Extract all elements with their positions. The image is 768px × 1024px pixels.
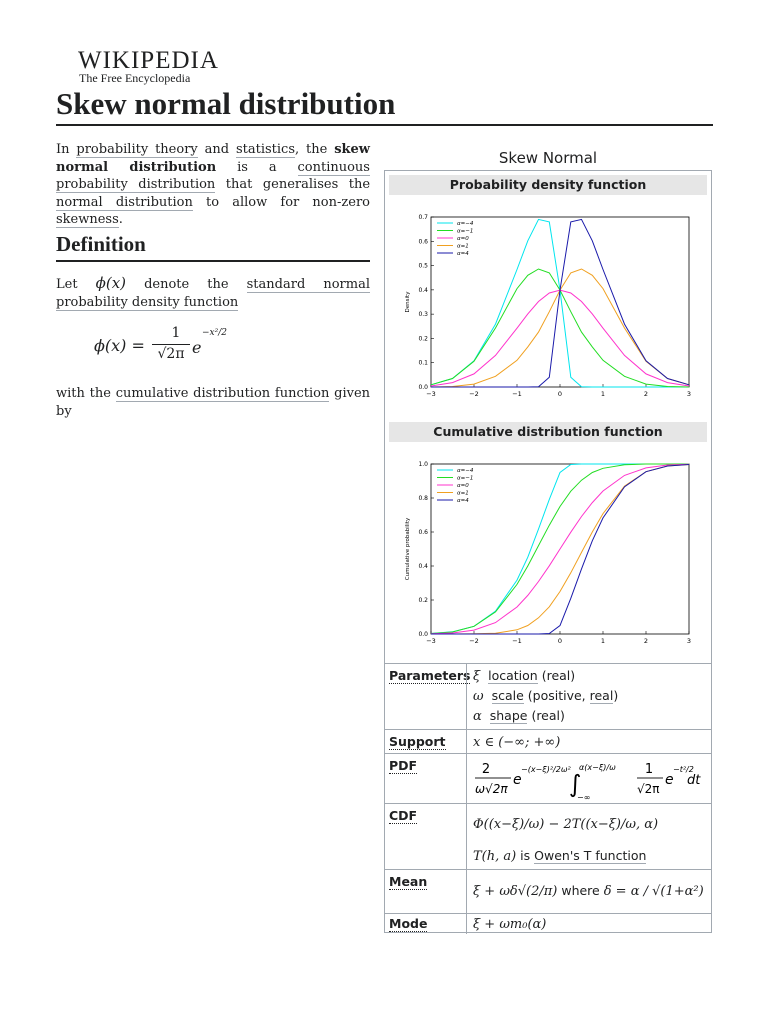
page-title: Skew normal distribution (56, 86, 396, 121)
x-tick-label: 0 (557, 637, 563, 645)
row-parameters (385, 663, 711, 729)
label-cdf[interactable]: CDF (389, 808, 418, 823)
legend-label: α=1 (457, 490, 469, 497)
y-tick-label: 0.0 (418, 384, 428, 391)
link-cumulative-distribution-function[interactable]: cumulative distribution function (115, 386, 330, 401)
row-cdf (385, 803, 711, 869)
y-tick-label: 0.7 (418, 214, 428, 221)
formula-fraction-bar (152, 344, 190, 345)
svg-text:2: 2 (481, 762, 491, 777)
formula-denominator: √2π (157, 346, 185, 362)
y-tick-label: 1.0 (418, 461, 428, 468)
legend-label: α=0 (457, 483, 469, 489)
x-tick-label: −2 (469, 637, 479, 645)
x-tick-label: 1 (600, 390, 606, 398)
y-tick-label: 0.3 (418, 311, 428, 319)
x-tick-label: −1 (512, 390, 522, 398)
legend-label: α=−1 (457, 228, 474, 235)
legend-label: α=4 (457, 498, 469, 504)
svg-text:1: 1 (644, 762, 654, 777)
link-real[interactable]: real (589, 688, 614, 703)
legend-label: α=0 (457, 236, 469, 242)
label-mode[interactable]: Mode (389, 916, 428, 931)
value-support: x ∈ (−∞; +∞) (473, 735, 561, 750)
label-parameters[interactable]: Parameters (389, 668, 471, 683)
svg-text:−t²/2: −t²/2 (673, 765, 694, 774)
cdf-formula: Φ((x−ξ)/ω) − 2T((x−ξ)/ω, α) (473, 817, 659, 832)
row-mode (385, 913, 711, 934)
formula-e: e (192, 338, 202, 357)
section-divider (56, 260, 370, 262)
row-divider (466, 804, 467, 869)
y-tick-label: 0.6 (418, 529, 428, 536)
row-divider (466, 870, 467, 913)
row-pdf (385, 753, 711, 803)
row-divider (466, 730, 467, 753)
pdf-chart[interactable] (399, 209, 699, 409)
link-location[interactable]: location (488, 668, 538, 683)
x-tick-label: −1 (512, 637, 522, 645)
wikipedia-logo-tagline: The Free Encyclopedia (79, 71, 191, 85)
svg-text:−∞: −∞ (577, 793, 591, 802)
pdf-formula (473, 756, 709, 802)
label-mean[interactable]: Mean (389, 874, 428, 889)
x-tick-label: −2 (469, 390, 479, 398)
plot-frame (431, 217, 689, 387)
section-heading-definition: Definition (56, 232, 146, 256)
y-axis-label: Cumulative probability (405, 517, 411, 581)
x-tick-label: 1 (600, 637, 606, 645)
link-normal-distribution[interactable]: normal distribution (56, 194, 193, 210)
legend-label: α=−1 (457, 475, 474, 482)
infobox (384, 170, 712, 933)
link-owens-t-function[interactable]: Owen's T function (534, 848, 647, 863)
value-parameters: ξ location (real) ω scale (positive, real) α shape (real) (473, 668, 619, 724)
formula-numerator: 1 (171, 325, 181, 341)
row-support (385, 729, 711, 753)
link-skewness[interactable]: skewness (56, 212, 119, 228)
phi-formula (94, 322, 254, 368)
legend-label: α=1 (457, 243, 469, 250)
y-tick-label: 0.4 (418, 286, 428, 294)
bold-term: skew normal distribution (56, 142, 370, 175)
legend-label: α=4 (457, 251, 469, 257)
value-mean: ξ + ωδ√(2/π) where δ = α / √(1+α²) (473, 883, 704, 899)
svg-text:dt: dt (687, 773, 701, 788)
x-tick-label: 2 (643, 637, 649, 645)
definition-paragraph: Let ϕ(x) denote the standard normal probability density function (56, 274, 370, 310)
svg-text:∫: ∫ (569, 770, 582, 798)
y-tick-label: 0.2 (418, 597, 428, 604)
label-pdf[interactable]: PDF (389, 758, 418, 773)
formula-exponent: −x²/2 (202, 328, 227, 338)
cdf-paragraph: with the cumulative distribution function given by (56, 386, 371, 419)
svg-text:e: e (513, 772, 522, 788)
y-tick-label: 0.0 (418, 631, 428, 638)
y-tick-label: 0.6 (418, 238, 428, 246)
cdf-header: Cumulative distribution function (389, 422, 707, 442)
y-tick-label: 0.4 (418, 563, 428, 570)
link-scale[interactable]: scale (491, 688, 524, 703)
legend-label: α=−4 (457, 468, 474, 474)
intro-paragraph: In probability theory and statistics, the skew normal distribution is a continuous probability distribution that generalises the normal distribution to allow for non-zero skewness. (56, 142, 371, 228)
y-tick-label: 0.8 (418, 495, 428, 502)
svg-text:√2π: √2π (637, 782, 660, 796)
x-tick-label: −3 (426, 390, 436, 398)
formula-lhs: ϕ(x) = (94, 336, 145, 355)
link-continuous-probability-distribution[interactable]: continuous probability distribution (56, 159, 370, 193)
svg-text:ω√2π: ω√2π (475, 782, 508, 796)
y-tick-label: 0.2 (418, 335, 428, 343)
cdf-chart[interactable] (399, 456, 699, 656)
svg-text:e: e (665, 772, 674, 788)
x-tick-label: −3 (426, 637, 436, 645)
svg-text:−(x−ξ)²/2ω²: −(x−ξ)²/2ω² (521, 765, 571, 774)
y-tick-label: 0.5 (418, 262, 428, 270)
y-axis-label: Density (405, 291, 411, 313)
row-divider (466, 914, 467, 934)
phi-symbol: ϕ(x) (95, 274, 127, 292)
link-probability-density-function[interactable]: probability density function (56, 294, 239, 310)
legend-label: α=−4 (457, 221, 474, 227)
link-shape[interactable]: shape (489, 708, 528, 723)
value-mode: ξ + ωm₀(α) (473, 917, 547, 932)
link-standard-normal[interactable]: standard normal (246, 277, 370, 292)
link-statistics[interactable]: statistics (235, 142, 296, 157)
x-tick-label: 3 (686, 637, 692, 645)
row-divider (466, 664, 467, 729)
label-support[interactable]: Support (389, 734, 446, 749)
link-probability-theory[interactable]: probability theory (76, 142, 198, 157)
x-tick-label: 0 (557, 390, 563, 398)
value-cdf: Φ((x−ξ)/ω) − 2T((x−ξ)/ω, α) T(h, a) is Owen's T function (473, 817, 659, 864)
x-tick-label: 3 (686, 390, 692, 398)
row-divider (466, 754, 467, 803)
row-mean (385, 869, 711, 913)
infobox-caption: Skew Normal (498, 149, 598, 167)
title-divider (56, 124, 713, 126)
pdf-header: Probability density function (389, 175, 707, 195)
wikipedia-logo-wordmark[interactable]: WIKIPEDIA (78, 47, 219, 74)
svg-text:α(x−ξ)/ω: α(x−ξ)/ω (579, 763, 616, 772)
x-tick-label: 2 (643, 390, 649, 398)
y-tick-label: 0.1 (418, 359, 428, 367)
